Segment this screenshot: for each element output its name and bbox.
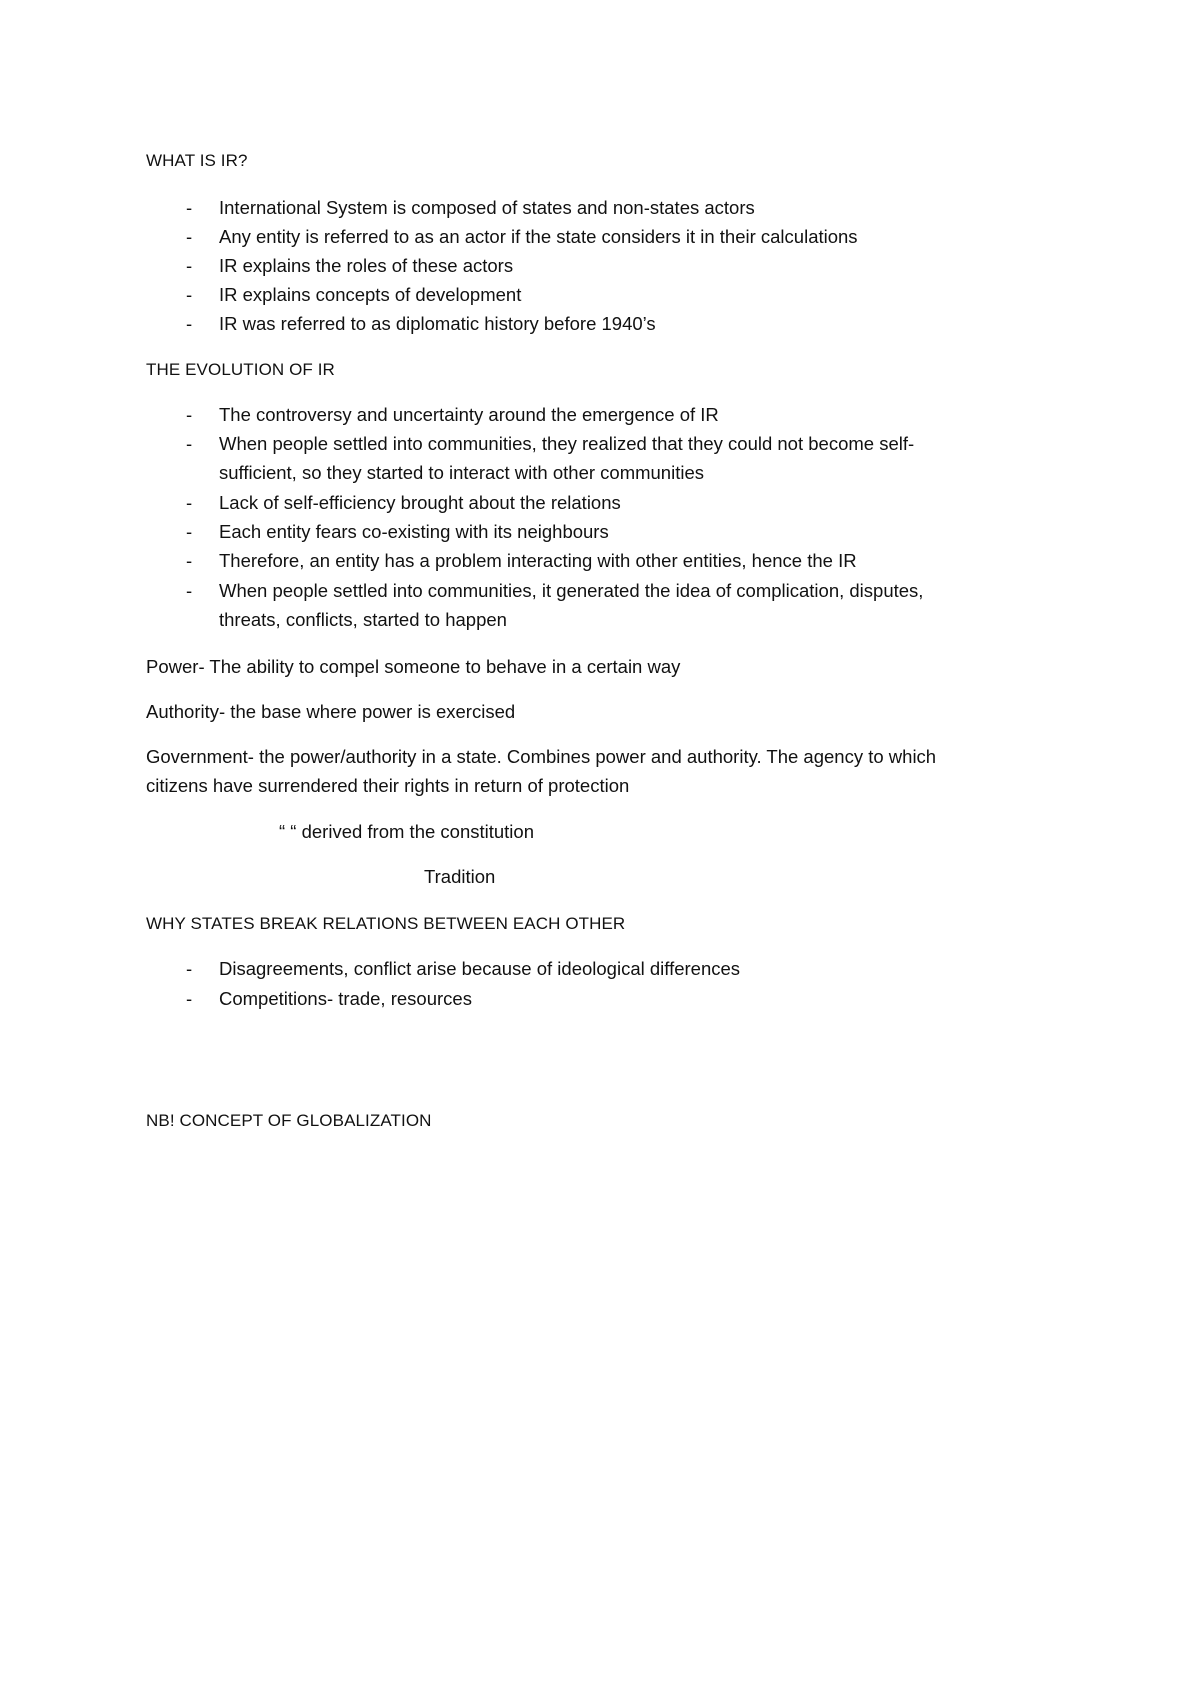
derived-note: “ “ derived from the constitution [279,821,534,842]
bullet-marker: - [186,521,193,542]
bullet-marker: - [186,492,193,513]
list-item: Lack of self-efficiency brought about the relations [219,492,621,513]
list-item: Competitions- trade, resources [219,988,472,1009]
list-item: International System is composed of states and non-states actors [219,197,755,218]
definition-government-continuation: citizens have surrendered their rights in return of protection [146,775,630,796]
heading-evolution-of-ir: THE EVOLUTION OF IR [146,360,335,379]
bullet-marker: - [186,284,193,305]
list-item: IR explains the roles of these actors [219,255,514,276]
list-item: IR explains concepts of development [219,284,522,305]
heading-what-is-ir: WHAT IS IR? [146,151,248,170]
bullet-marker: - [186,404,193,425]
tradition-note: Tradition [424,866,496,887]
bullet-marker: - [186,313,193,334]
list-item: Therefore, an entity has a problem interacting with other entities, hence the IR [219,550,857,571]
list-item-continuation: threats, conflicts, started to happen [219,609,507,630]
bullet-marker: - [186,988,193,1009]
bullet-marker: - [186,580,193,601]
bullet-marker: - [186,255,193,276]
bullet-marker: - [186,197,193,218]
bullet-marker: - [186,226,193,247]
bullet-marker: - [186,958,193,979]
list-item: Each entity fears co-existing with its neighbours [219,521,609,542]
definition-authority: Authority- the base where power is exercised [146,701,516,722]
list-item: Disagreements, conflict arise because of ideological differences [219,958,741,979]
definition-government: Government- the power/authority in a state. Combines power and authority. The agency to which [146,746,937,767]
bullet-marker: - [186,433,193,454]
list-item-continuation: sufficient, so they started to interact with other communities [219,462,704,483]
list-item: Any entity is referred to as an actor if the state considers it in their calculations [219,226,858,247]
list-item: When people settled into communities, they realized that they could not become self- [219,433,915,454]
bullet-marker: - [186,550,193,571]
definition-power: Power- The ability to compel someone to behave in a certain way [146,656,681,677]
list-item: When people settled into communities, it generated the idea of complication, disputes, [219,580,924,601]
heading-why-states-break-relations: WHY STATES BREAK RELATIONS BETWEEN EACH OTHER [146,914,626,933]
list-item: IR was referred to as diplomatic history before 1940’s [219,313,656,334]
note-concept-of-globalization: NB! CONCEPT OF GLOBALIZATION [146,1111,432,1130]
list-item: The controversy and uncertainty around the emergence of IR [219,404,719,425]
